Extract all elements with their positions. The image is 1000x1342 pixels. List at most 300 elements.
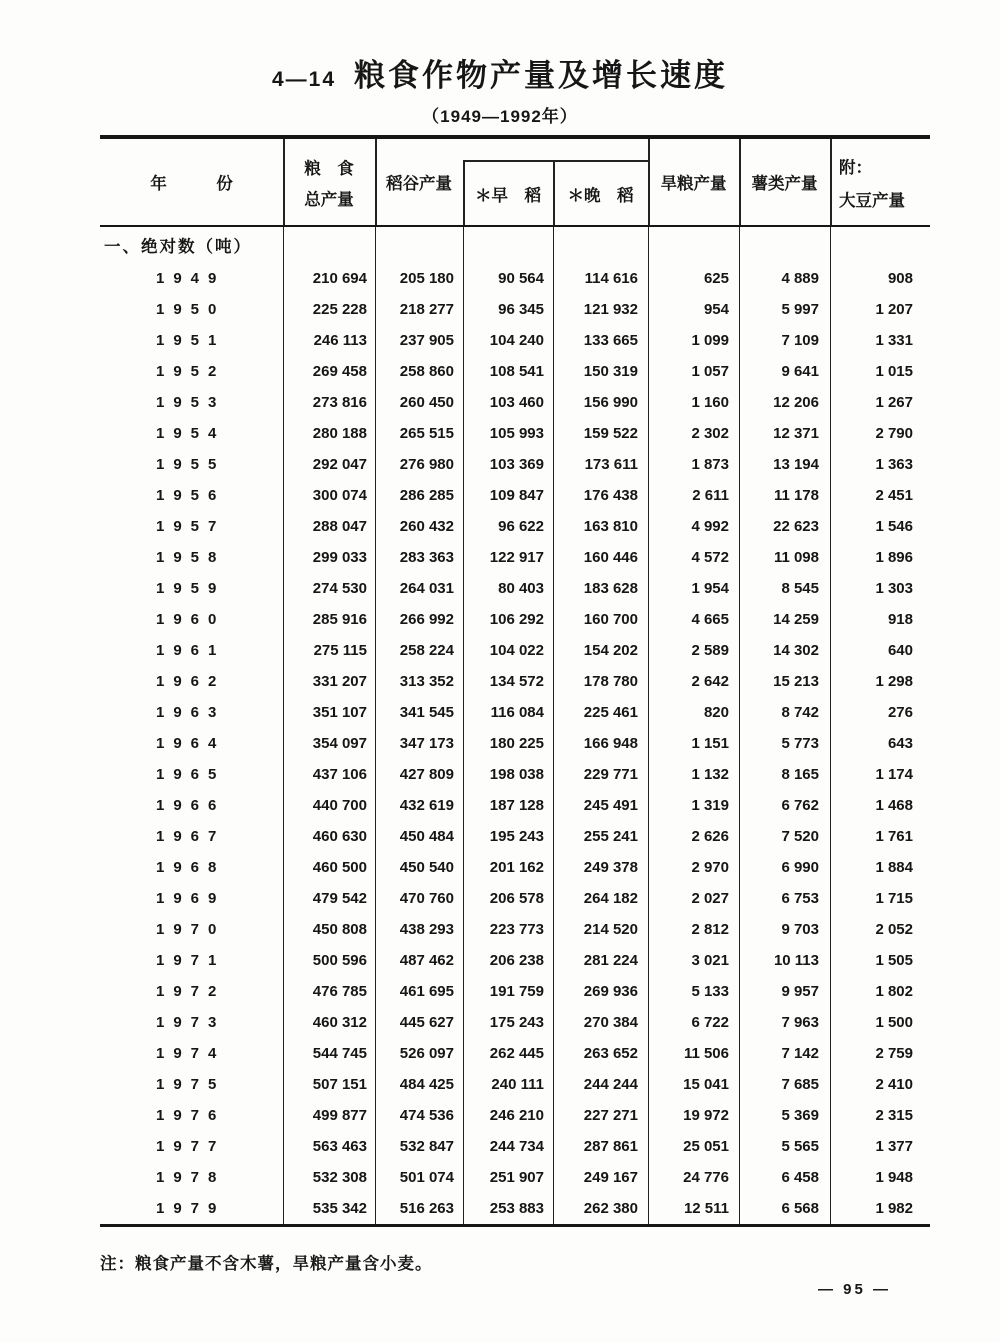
cell-soybean: 1 546 bbox=[830, 511, 930, 542]
cell-soybean: 2 790 bbox=[830, 418, 930, 449]
cell-soybean: 1 015 bbox=[830, 356, 930, 387]
cell-rice: 313 352 bbox=[375, 666, 463, 697]
cell-tubers: 12 206 bbox=[739, 387, 830, 418]
table-row bbox=[100, 976, 930, 1007]
cell-late-rice: 160 446 bbox=[553, 542, 648, 573]
cell-tubers: 11 178 bbox=[739, 480, 830, 511]
cell-tubers: 5 997 bbox=[739, 294, 830, 325]
cell-total-grain: 331 207 bbox=[283, 666, 375, 697]
cell-late-rice: 156 990 bbox=[553, 387, 648, 418]
cell-total-grain: 476 785 bbox=[283, 976, 375, 1007]
cell-early-rice: 206 578 bbox=[463, 883, 553, 914]
cell-dry-grain: 5 133 bbox=[648, 976, 739, 1007]
cell-year: 1952 bbox=[156, 363, 226, 380]
table-row bbox=[100, 666, 930, 697]
cell-dry-grain: 625 bbox=[648, 263, 739, 294]
cell-late-rice: 176 438 bbox=[553, 480, 648, 511]
cell-late-rice: 160 700 bbox=[553, 604, 648, 635]
col-header-soybean-prefix: 附： bbox=[839, 158, 872, 177]
table-row bbox=[100, 542, 930, 573]
table-row bbox=[100, 728, 930, 759]
cell-dry-grain: 25 051 bbox=[648, 1131, 739, 1162]
cell-soybean: 1 884 bbox=[830, 852, 930, 883]
cell-late-rice: 264 182 bbox=[553, 883, 648, 914]
cell-late-rice: 133 665 bbox=[553, 325, 648, 356]
cell-early-rice: 195 243 bbox=[463, 821, 553, 852]
table-row bbox=[100, 418, 930, 449]
cell-tubers: 8 165 bbox=[739, 759, 830, 790]
table-row bbox=[100, 1193, 930, 1224]
cell-late-rice: 249 378 bbox=[553, 852, 648, 883]
table-row bbox=[100, 511, 930, 542]
cell-total-grain: 460 630 bbox=[283, 821, 375, 852]
cell-late-rice: 173 611 bbox=[553, 449, 648, 480]
cell-late-rice: 287 861 bbox=[553, 1131, 648, 1162]
cell-early-rice: 180 225 bbox=[463, 728, 553, 759]
table-row bbox=[100, 759, 930, 790]
cell-rice: 438 293 bbox=[375, 914, 463, 945]
cell-late-rice: 121 932 bbox=[553, 294, 648, 325]
table-number: 4—14 bbox=[271, 68, 337, 91]
cell-total-grain: 299 033 bbox=[283, 542, 375, 573]
cell-early-rice: 262 445 bbox=[463, 1038, 553, 1069]
section-row bbox=[100, 227, 930, 263]
cell-late-rice: 255 241 bbox=[553, 821, 648, 852]
cell-rice: 283 363 bbox=[375, 542, 463, 573]
cell-soybean: 2 315 bbox=[830, 1100, 930, 1131]
cell-total-grain: 300 074 bbox=[283, 480, 375, 511]
cell-rice: 218 277 bbox=[375, 294, 463, 325]
cell-dry-grain: 2 626 bbox=[648, 821, 739, 852]
cell-tubers: 5 369 bbox=[739, 1100, 830, 1131]
cell-dry-grain: 3 021 bbox=[648, 945, 739, 976]
cell-tubers: 15 213 bbox=[739, 666, 830, 697]
cell-year: 1958 bbox=[156, 549, 226, 566]
cell-year: 1953 bbox=[156, 394, 226, 411]
cell-year: 1957 bbox=[156, 518, 226, 535]
col-header-soybean bbox=[830, 139, 930, 225]
empty-cell bbox=[283, 227, 375, 263]
cell-soybean: 1 207 bbox=[830, 294, 930, 325]
cell-early-rice: 251 907 bbox=[463, 1162, 553, 1193]
cell-total-grain: 479 542 bbox=[283, 883, 375, 914]
cell-late-rice: 263 652 bbox=[553, 1038, 648, 1069]
table-row bbox=[100, 480, 930, 511]
cell-early-rice: 96 622 bbox=[463, 511, 553, 542]
cell-rice: 258 224 bbox=[375, 635, 463, 666]
cell-dry-grain: 11 506 bbox=[648, 1038, 739, 1069]
cell-total-grain: 280 188 bbox=[283, 418, 375, 449]
cell-early-rice: 206 238 bbox=[463, 945, 553, 976]
cell-late-rice: 270 384 bbox=[553, 1007, 648, 1038]
cell-year: 1966 bbox=[156, 797, 226, 814]
page-title bbox=[0, 50, 1000, 95]
cell-soybean: 918 bbox=[830, 604, 930, 635]
cell-dry-grain: 954 bbox=[648, 294, 739, 325]
cell-early-rice: 104 240 bbox=[463, 325, 553, 356]
cell-rice: 461 695 bbox=[375, 976, 463, 1007]
table-body bbox=[100, 227, 930, 1224]
col-header-dry-grain: 旱粮产量 bbox=[660, 175, 727, 193]
cell-rice: 260 432 bbox=[375, 511, 463, 542]
cell-early-rice: 223 773 bbox=[463, 914, 553, 945]
cell-rice: 445 627 bbox=[375, 1007, 463, 1038]
cell-early-rice: 246 210 bbox=[463, 1100, 553, 1131]
cell-late-rice: 227 271 bbox=[553, 1100, 648, 1131]
cell-dry-grain: 2 970 bbox=[648, 852, 739, 883]
table-row bbox=[100, 356, 930, 387]
cell-tubers: 6 990 bbox=[739, 852, 830, 883]
col-header-soybean-label: 大豆产量 bbox=[839, 191, 905, 210]
cell-late-rice: 150 319 bbox=[553, 356, 648, 387]
cell-year: 1949 bbox=[156, 270, 226, 287]
cell-soybean: 1 715 bbox=[830, 883, 930, 914]
cell-total-grain: 437 106 bbox=[283, 759, 375, 790]
cell-soybean: 1 303 bbox=[830, 573, 930, 604]
cell-dry-grain: 1 099 bbox=[648, 325, 739, 356]
cell-tubers: 6 753 bbox=[739, 883, 830, 914]
table-row bbox=[100, 263, 930, 294]
cell-tubers: 7 142 bbox=[739, 1038, 830, 1069]
cell-total-grain: 499 877 bbox=[283, 1100, 375, 1131]
cell-late-rice: 269 936 bbox=[553, 976, 648, 1007]
cell-soybean: 2 052 bbox=[830, 914, 930, 945]
data-table bbox=[100, 135, 930, 1227]
cell-tubers: 8 545 bbox=[739, 573, 830, 604]
cell-total-grain: 210 694 bbox=[283, 263, 375, 294]
cell-dry-grain: 6 722 bbox=[648, 1007, 739, 1038]
cell-year: 1954 bbox=[156, 425, 226, 442]
table-row bbox=[100, 449, 930, 480]
cell-year: 1964 bbox=[156, 735, 226, 752]
cell-early-rice: 105 993 bbox=[463, 418, 553, 449]
cell-tubers: 9 703 bbox=[739, 914, 830, 945]
cell-year: 1955 bbox=[156, 456, 226, 473]
cell-soybean: 1 500 bbox=[830, 1007, 930, 1038]
cell-tubers: 5 565 bbox=[739, 1131, 830, 1162]
cell-year: 1969 bbox=[156, 890, 226, 907]
footnote: 注：粮食产量不含木薯，旱粮产量含小麦。 bbox=[100, 1255, 433, 1273]
cell-late-rice: 281 224 bbox=[553, 945, 648, 976]
cell-early-rice: 187 128 bbox=[463, 790, 553, 821]
table-row bbox=[100, 821, 930, 852]
empty-cell bbox=[553, 227, 648, 263]
cell-early-rice: 104 022 bbox=[463, 635, 553, 666]
cell-total-grain: 285 916 bbox=[283, 604, 375, 635]
cell-early-rice: 90 564 bbox=[463, 263, 553, 294]
col-header-total-grain-line1: 粮 食 bbox=[304, 159, 354, 178]
cell-late-rice: 229 771 bbox=[553, 759, 648, 790]
cell-early-rice: 122 917 bbox=[463, 542, 553, 573]
cell-dry-grain: 24 776 bbox=[648, 1162, 739, 1193]
cell-soybean: 1 802 bbox=[830, 976, 930, 1007]
cell-total-grain: 269 458 bbox=[283, 356, 375, 387]
cell-soybean: 1 761 bbox=[830, 821, 930, 852]
cell-late-rice: 183 628 bbox=[553, 573, 648, 604]
cell-soybean: 908 bbox=[830, 263, 930, 294]
cell-early-rice: 106 292 bbox=[463, 604, 553, 635]
cell-rice: 450 484 bbox=[375, 821, 463, 852]
cell-year: 1971 bbox=[156, 952, 226, 969]
table-row bbox=[100, 294, 930, 325]
cell-rice: 484 425 bbox=[375, 1069, 463, 1100]
cell-early-rice: 253 883 bbox=[463, 1193, 553, 1224]
cell-dry-grain: 4 992 bbox=[648, 511, 739, 542]
cell-rice: 432 619 bbox=[375, 790, 463, 821]
cell-rice: 258 860 bbox=[375, 356, 463, 387]
cell-tubers: 22 623 bbox=[739, 511, 830, 542]
table-row bbox=[100, 914, 930, 945]
cell-dry-grain: 1 160 bbox=[648, 387, 739, 418]
cell-early-rice: 80 403 bbox=[463, 573, 553, 604]
cell-dry-grain: 1 873 bbox=[648, 449, 739, 480]
table-row bbox=[100, 325, 930, 356]
cell-rice: 286 285 bbox=[375, 480, 463, 511]
cell-year: 1962 bbox=[156, 673, 226, 690]
col-header-tubers: 薯类产量 bbox=[751, 175, 818, 193]
cell-late-rice: 154 202 bbox=[553, 635, 648, 666]
cell-tubers: 6 568 bbox=[739, 1193, 830, 1224]
cell-total-grain: 500 596 bbox=[283, 945, 375, 976]
cell-soybean: 1 331 bbox=[830, 325, 930, 356]
table-row bbox=[100, 1069, 930, 1100]
cell-rice: 474 536 bbox=[375, 1100, 463, 1131]
cell-rice: 501 074 bbox=[375, 1162, 463, 1193]
table-row bbox=[100, 604, 930, 635]
table-row bbox=[100, 1162, 930, 1193]
cell-rice: 276 980 bbox=[375, 449, 463, 480]
col-header-total-grain-line2: 总产量 bbox=[304, 190, 354, 209]
cell-year: 1975 bbox=[156, 1076, 226, 1093]
cell-total-grain: 460 312 bbox=[283, 1007, 375, 1038]
cell-late-rice: 249 167 bbox=[553, 1162, 648, 1193]
table-row bbox=[100, 883, 930, 914]
cell-tubers: 5 773 bbox=[739, 728, 830, 759]
cell-tubers: 13 194 bbox=[739, 449, 830, 480]
cell-soybean: 276 bbox=[830, 697, 930, 728]
col-header-year: 年 份 bbox=[150, 175, 233, 193]
cell-tubers: 7 109 bbox=[739, 325, 830, 356]
cell-rice: 427 809 bbox=[375, 759, 463, 790]
cell-soybean: 1 267 bbox=[830, 387, 930, 418]
cell-year: 1978 bbox=[156, 1169, 226, 1186]
col-header-total-grain bbox=[283, 139, 375, 225]
cell-tubers: 6 762 bbox=[739, 790, 830, 821]
cell-rice: 237 905 bbox=[375, 325, 463, 356]
table-row bbox=[100, 697, 930, 728]
cell-year: 1951 bbox=[156, 332, 226, 349]
cell-year: 1963 bbox=[156, 704, 226, 721]
cell-rice: 205 180 bbox=[375, 263, 463, 294]
table-row bbox=[100, 573, 930, 604]
cell-total-grain: 440 700 bbox=[283, 790, 375, 821]
cell-total-grain: 275 115 bbox=[283, 635, 375, 666]
cell-tubers: 4 889 bbox=[739, 263, 830, 294]
cell-total-grain: 450 808 bbox=[283, 914, 375, 945]
cell-late-rice: 166 948 bbox=[553, 728, 648, 759]
cell-soybean: 1 505 bbox=[830, 945, 930, 976]
cell-dry-grain: 820 bbox=[648, 697, 739, 728]
cell-early-rice: 191 759 bbox=[463, 976, 553, 1007]
cell-dry-grain: 2 642 bbox=[648, 666, 739, 697]
table-row bbox=[100, 790, 930, 821]
cell-total-grain: 225 228 bbox=[283, 294, 375, 325]
cell-year: 1965 bbox=[156, 766, 226, 783]
cell-tubers: 6 458 bbox=[739, 1162, 830, 1193]
cell-early-rice: 201 162 bbox=[463, 852, 553, 883]
cell-year: 1977 bbox=[156, 1138, 226, 1155]
empty-cell bbox=[648, 227, 739, 263]
cell-dry-grain: 2 027 bbox=[648, 883, 739, 914]
empty-cell bbox=[375, 227, 463, 263]
col-header-rice: 稻谷产量 bbox=[386, 175, 452, 193]
cell-rice: 265 515 bbox=[375, 418, 463, 449]
cell-tubers: 11 098 bbox=[739, 542, 830, 573]
cell-total-grain: 351 107 bbox=[283, 697, 375, 728]
cell-late-rice: 245 491 bbox=[553, 790, 648, 821]
cell-tubers: 9 641 bbox=[739, 356, 830, 387]
empty-cell bbox=[463, 227, 553, 263]
cell-total-grain: 354 097 bbox=[283, 728, 375, 759]
empty-cell bbox=[739, 227, 830, 263]
cell-rice: 347 173 bbox=[375, 728, 463, 759]
cell-soybean: 1 982 bbox=[830, 1193, 930, 1224]
table-header bbox=[100, 139, 930, 227]
cell-total-grain: 288 047 bbox=[283, 511, 375, 542]
empty-cell bbox=[830, 227, 930, 263]
table-row bbox=[100, 1007, 930, 1038]
table-row bbox=[100, 635, 930, 666]
cell-soybean: 2 759 bbox=[830, 1038, 930, 1069]
cell-early-rice: 240 111 bbox=[463, 1069, 553, 1100]
section-label: 一、绝对数（吨） bbox=[104, 238, 252, 256]
table-row bbox=[100, 1038, 930, 1069]
cell-late-rice: 244 244 bbox=[553, 1069, 648, 1100]
subtitle: （1949—1992年） bbox=[422, 107, 578, 126]
cell-year: 1950 bbox=[156, 301, 226, 318]
cell-dry-grain: 1 132 bbox=[648, 759, 739, 790]
cell-total-grain: 532 308 bbox=[283, 1162, 375, 1193]
cell-dry-grain: 1 151 bbox=[648, 728, 739, 759]
cell-tubers: 12 371 bbox=[739, 418, 830, 449]
cell-tubers: 14 302 bbox=[739, 635, 830, 666]
cell-soybean: 640 bbox=[830, 635, 930, 666]
cell-late-rice: 225 461 bbox=[553, 697, 648, 728]
cell-early-rice: 244 734 bbox=[463, 1131, 553, 1162]
col-header-late-rice: ＊晚 稻 bbox=[567, 186, 634, 205]
col-header-early-rice: ＊早 稻 bbox=[475, 186, 541, 205]
cell-dry-grain: 2 611 bbox=[648, 480, 739, 511]
table-row bbox=[100, 387, 930, 418]
cell-total-grain: 507 151 bbox=[283, 1069, 375, 1100]
table-row bbox=[100, 1131, 930, 1162]
table-row bbox=[100, 852, 930, 883]
cell-dry-grain: 1 954 bbox=[648, 573, 739, 604]
cell-early-rice: 103 460 bbox=[463, 387, 553, 418]
cell-total-grain: 246 113 bbox=[283, 325, 375, 356]
cell-total-grain: 563 463 bbox=[283, 1131, 375, 1162]
cell-rice: 264 031 bbox=[375, 573, 463, 604]
cell-year: 1960 bbox=[156, 611, 226, 628]
cell-rice: 532 847 bbox=[375, 1131, 463, 1162]
page-number: — 95 — bbox=[818, 1281, 892, 1298]
cell-total-grain: 460 500 bbox=[283, 852, 375, 883]
cell-early-rice: 108 541 bbox=[463, 356, 553, 387]
cell-year: 1976 bbox=[156, 1107, 226, 1124]
cell-rice: 450 540 bbox=[375, 852, 463, 883]
cell-tubers: 10 113 bbox=[739, 945, 830, 976]
cell-tubers: 9 957 bbox=[739, 976, 830, 1007]
cell-dry-grain: 4 665 bbox=[648, 604, 739, 635]
cell-year: 1974 bbox=[156, 1045, 226, 1062]
cell-year: 1956 bbox=[156, 487, 226, 504]
cell-early-rice: 103 369 bbox=[463, 449, 553, 480]
cell-soybean: 1 896 bbox=[830, 542, 930, 573]
cell-tubers: 7 520 bbox=[739, 821, 830, 852]
cell-year: 1972 bbox=[156, 983, 226, 1000]
cell-dry-grain: 15 041 bbox=[648, 1069, 739, 1100]
cell-rice: 470 760 bbox=[375, 883, 463, 914]
cell-soybean: 2 451 bbox=[830, 480, 930, 511]
cell-late-rice: 262 380 bbox=[553, 1193, 648, 1224]
cell-early-rice: 96 345 bbox=[463, 294, 553, 325]
cell-soybean: 1 174 bbox=[830, 759, 930, 790]
cell-total-grain: 535 342 bbox=[283, 1193, 375, 1224]
cell-year: 1959 bbox=[156, 580, 226, 597]
cell-total-grain: 544 745 bbox=[283, 1038, 375, 1069]
cell-dry-grain: 12 511 bbox=[648, 1193, 739, 1224]
cell-total-grain: 273 816 bbox=[283, 387, 375, 418]
cell-early-rice: 175 243 bbox=[463, 1007, 553, 1038]
cell-rice: 487 462 bbox=[375, 945, 463, 976]
cell-soybean: 1 363 bbox=[830, 449, 930, 480]
cell-total-grain: 274 530 bbox=[283, 573, 375, 604]
cell-dry-grain: 19 972 bbox=[648, 1100, 739, 1131]
cell-dry-grain: 1 057 bbox=[648, 356, 739, 387]
cell-rice: 341 545 bbox=[375, 697, 463, 728]
cell-early-rice: 134 572 bbox=[463, 666, 553, 697]
cell-tubers: 14 259 bbox=[739, 604, 830, 635]
cell-tubers: 7 963 bbox=[739, 1007, 830, 1038]
cell-tubers: 7 685 bbox=[739, 1069, 830, 1100]
cell-early-rice: 109 847 bbox=[463, 480, 553, 511]
cell-soybean: 643 bbox=[830, 728, 930, 759]
cell-late-rice: 178 780 bbox=[553, 666, 648, 697]
table-row bbox=[100, 1100, 930, 1131]
cell-rice: 526 097 bbox=[375, 1038, 463, 1069]
cell-early-rice: 116 084 bbox=[463, 697, 553, 728]
cell-rice: 260 450 bbox=[375, 387, 463, 418]
cell-late-rice: 163 810 bbox=[553, 511, 648, 542]
cell-year: 1961 bbox=[156, 642, 226, 659]
title-text: 粮食作物产量及增长速度 bbox=[354, 58, 729, 93]
cell-dry-grain: 2 589 bbox=[648, 635, 739, 666]
cell-rice: 266 992 bbox=[375, 604, 463, 635]
cell-tubers: 8 742 bbox=[739, 697, 830, 728]
cell-late-rice: 214 520 bbox=[553, 914, 648, 945]
cell-dry-grain: 2 812 bbox=[648, 914, 739, 945]
cell-year: 1973 bbox=[156, 1014, 226, 1031]
cell-soybean: 1 948 bbox=[830, 1162, 930, 1193]
cell-total-grain: 292 047 bbox=[283, 449, 375, 480]
cell-year: 1967 bbox=[156, 828, 226, 845]
cell-rice: 516 263 bbox=[375, 1193, 463, 1224]
cell-soybean: 1 377 bbox=[830, 1131, 930, 1162]
cell-soybean: 2 410 bbox=[830, 1069, 930, 1100]
cell-late-rice: 114 616 bbox=[553, 263, 648, 294]
cell-late-rice: 159 522 bbox=[553, 418, 648, 449]
cell-year: 1968 bbox=[156, 859, 226, 876]
